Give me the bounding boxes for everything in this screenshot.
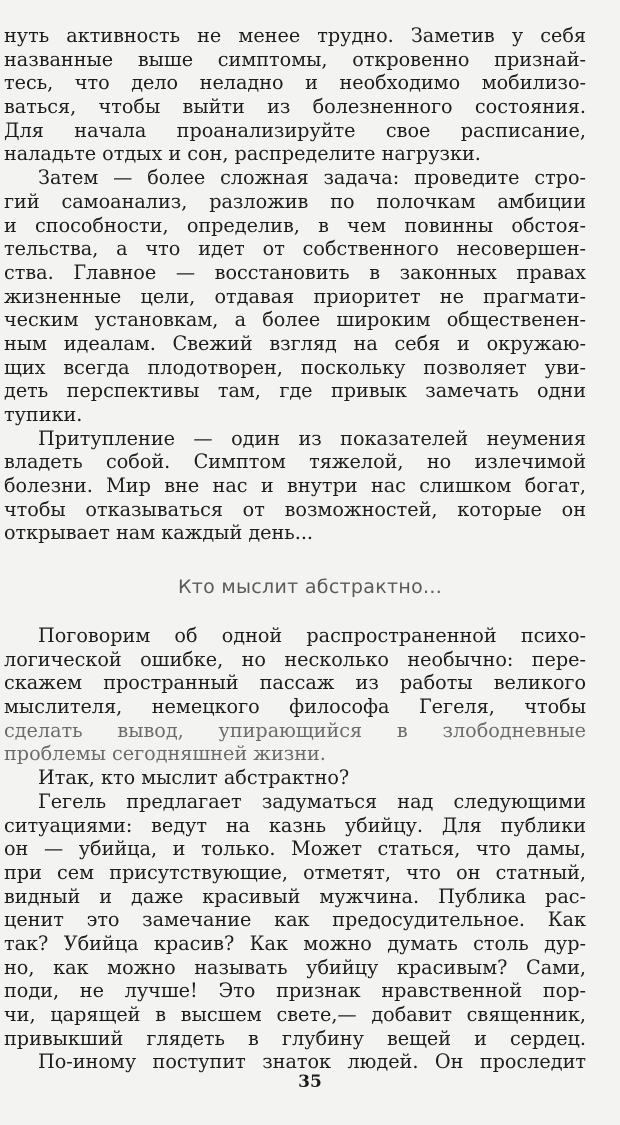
text-line: тупики. — [4, 403, 83, 426]
text-line: так? Убийца красив? Как можно думать столь дур- — [4, 931, 586, 955]
text-line: логической ошибке, но несколько необычно: пере- — [4, 647, 586, 671]
text-line: ческим установкам, а более широким общественен- — [4, 308, 586, 332]
text-line: нуть активность не менее трудно. Заметив у себя — [4, 24, 586, 47]
text-line: открывает нам каждый день... — [4, 521, 314, 545]
text-line: при сем присутствующие, отметят, что он статный, — [4, 860, 586, 884]
text-line: Для начала проанализируйте свое расписание, — [4, 118, 586, 142]
page-number: 35 — [298, 1072, 322, 1092]
text-line: тельства, а что идет от собственного несовершен- — [4, 237, 586, 261]
text-line: Притупление — один из показателей неумения — [38, 426, 586, 450]
text-line: гий самоанализ, разложив по полочкам амбиции — [4, 189, 586, 213]
text-line: Поговорим об одной распространенной психо- — [38, 624, 586, 647]
text-line: ваться, чтобы выйти из болезненного состояния. — [4, 95, 586, 119]
text-line: проблемы сегодняшней жизни. — [4, 742, 326, 766]
text-block-bottom — [4, 624, 586, 1074]
text-line: скажем пространный пассаж из работы великого — [4, 671, 586, 695]
text-block-top — [4, 24, 586, 545]
text-line: ситуациями: ведут на казнь убийцу. Для публики — [4, 813, 586, 837]
text-line: привыкший глядеть в глубину вещей и сердец. — [4, 1026, 586, 1050]
text-line: тесь, что дело неладно и необходимо мобилизо- — [4, 71, 586, 95]
text-line: наладьте отдых и сон, распределите нагрузки. — [4, 142, 481, 166]
text-line: но, как можно называть убийцу красивым? Сами, — [4, 955, 586, 979]
section-heading: Кто мыслит абстрактно... — [177, 576, 443, 598]
text-line: чи, царящей в высшем свете,— добавит священник, — [4, 1003, 586, 1026]
text-line: По-иному поступит знаток людей. Он проследит — [38, 1050, 586, 1074]
text-line: он — убийца, и только. Может статься, что дамы, — [4, 837, 586, 861]
text-line: ным идеалам. Свежий взгляд на себя и окружаю- — [4, 331, 586, 355]
text-line: чтобы отказываться от возможностей, которые он — [4, 497, 586, 521]
text-line: и способности, определив, в чем повинны обстоя- — [4, 213, 586, 237]
text-line: деть перспективы там, где привык замечать одни — [4, 379, 586, 403]
text-line: видный и даже красивый мужчина. Публика рас- — [4, 884, 586, 908]
text-line: ценит это замечание как предосудительное. Как — [4, 908, 586, 932]
text-line: Гегель предлагает задуматься над следующими — [38, 789, 586, 813]
text-line: жизненные цели, отдавая приоритет не прагмати- — [4, 284, 586, 308]
text-line: сделать вывод, упирающийся в злободневные — [4, 718, 586, 742]
text-line: мыслителя, немецкого философа Гегеля, чтобы — [4, 695, 586, 719]
text-line: Итак, кто мыслит абстрактно? — [38, 766, 350, 790]
text-line: щих всегда плодотворен, поскольку позволяет уви- — [4, 355, 586, 379]
text-line: болезни. Мир вне нас и внутри нас слишком богат, — [4, 474, 586, 498]
text-line: владеть собой. Симптом тяжелой, но излечимой — [4, 450, 586, 474]
text-line: названные выше симптомы, откровенно признай- — [4, 47, 586, 71]
text-line: ства. Главное — восстановить в законных правах — [4, 260, 586, 284]
text-line: поди, не лучше! Это признак нравственной пор- — [4, 979, 586, 1003]
text-line: Затем — более сложная задача: проведите стро- — [38, 166, 586, 190]
